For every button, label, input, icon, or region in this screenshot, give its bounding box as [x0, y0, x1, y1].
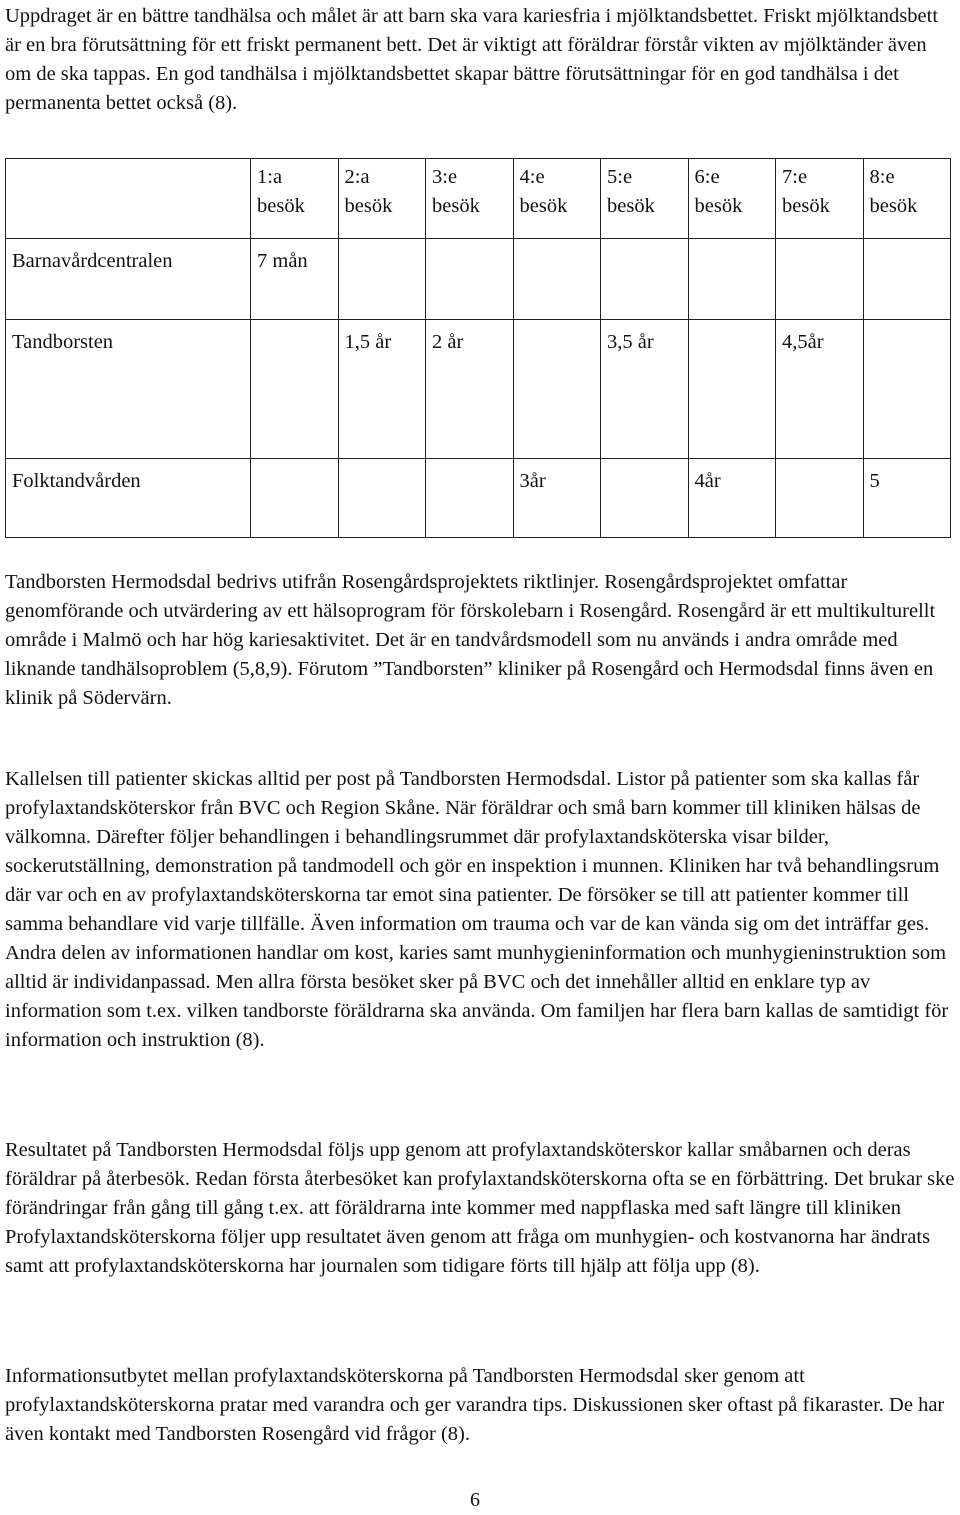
table-cell — [776, 239, 864, 320]
header-empty-cell — [6, 159, 251, 239]
table-cell — [863, 320, 951, 459]
table-cell — [251, 459, 339, 538]
table-row — [6, 239, 951, 320]
table-cell: 2 år — [426, 320, 514, 459]
header-visit-1: 1:a besök — [251, 159, 339, 239]
header-visit-8: 8:e besök — [863, 159, 951, 239]
table-cell — [426, 239, 514, 320]
table-cell — [513, 239, 601, 320]
table-cell: 5 — [863, 459, 951, 538]
row-label: Barnavårdcentralen — [6, 239, 251, 320]
table-cell — [338, 239, 426, 320]
table-cell — [426, 459, 514, 538]
table-cell — [601, 459, 689, 538]
header-visit-3: 3:e besök — [426, 159, 514, 239]
intro-paragraph: Uppdraget är en bättre tandhälsa och målet är att barn ska vara kariesfria i mjölktandsbettet. Friskt mjölktandsbett är en bra förutsättning för ett friskt permanent bett. Det är viktigt att föräldrar förstår vikten av mjölktänder även om de ska tappas. En god tandhälsa i mjölktandsbettet skapar bättre förutsättningar för en god tandhälsa i det permanenta bettet också (8). — [5, 5, 939, 114]
header-visit-2: 2:a besök — [338, 159, 426, 239]
table-cell — [863, 239, 951, 320]
body-paragraph: Informationsutbytet mellan profylaxtandsköterskorna på Tandborsten Hermodsdal sker genom att profylaxtandsköterskorna pratar med varandra och ger varandra tips. Diskussionen sker oftast på fikaraster. De har även kontakt med Tandborsten Rosengård vid frågor (8). — [5, 1365, 945, 1445]
row-label: Tandborsten — [6, 320, 251, 459]
table-header-row — [6, 159, 951, 239]
table-cell — [338, 459, 426, 538]
table-cell: 4år — [688, 459, 776, 538]
table-cell: 7 mån — [251, 239, 339, 320]
table-cell: 3,5 år — [601, 320, 689, 459]
header-visit-4: 4:e besök — [513, 159, 601, 239]
row-label: Folktandvården — [6, 459, 251, 538]
header-visit-5: 5:e besök — [601, 159, 689, 239]
table-row — [6, 320, 951, 459]
table-cell: 3år — [513, 459, 601, 538]
body-paragraph: Resultatet på Tandborsten Hermodsdal följs upp genom att profylaxtandsköterskor kallar småbarnen och deras föräldrar på återbesök. Redan första återbesöket kan profylaxtandsköterskorna ofta se en förbättring. Det brukar ske förändringar från gång till gång t.ex. att föräldrarna inte kommer med nappflaska med saft längre till kliniken Profylaxtandsköterskorna följer upp resultatet även genom att fråga om munhygien- och kostvanorna har ändrats samt att profylaxtandsköterskorna har journalen som tidigare förts till hjälp att följa upp (8). — [5, 1139, 955, 1277]
visit-schedule-table — [5, 158, 951, 538]
table-cell — [251, 320, 339, 459]
body-paragraph: Kallelsen till patienter skickas alltid per post på Tandborsten Hermodsdal. Listor på patienter som ska kallas får profylaxtandsköterskor från BVC och Region Skåne. När föräldrar och små barn kommer till kliniken hälsas de välkomna. Därefter följer behandlingen i behandlingsrummet där profylaxtandsköterska visar bilder, sockerutställning, demonstration på tandmodell och gör en inspektion i munnen. Kliniken har två behandlingsrum där var och en av profylaxtandsköterskorna tar emot sina patienter. De försöker se till att patienter kommer till samma behandlare vid varje tillfälle. Även information om trauma och var de kan vända sig om det inträffar ges. Andra delen av informationen handlar om kost, karies samt munhygieninformation och munhygieninstruktion som alltid är individanpassad. Men allra första besöket sker på BVC och det innehåller alltid en enklare typ av information som t.ex. vilken tandborste föräldrarna ska använda. Om familjen har flera barn kallas de samtidigt för information och instruktion (8). — [5, 768, 949, 1051]
table-cell — [513, 320, 601, 459]
table-row — [6, 459, 951, 538]
table-cell: 1,5 år — [338, 320, 426, 459]
table-cell — [601, 239, 689, 320]
table-cell — [776, 459, 864, 538]
table-cell — [688, 239, 776, 320]
page-number: 6 — [470, 1489, 480, 1511]
header-visit-6: 6:e besök — [688, 159, 776, 239]
table-cell: 4,5år — [776, 320, 864, 459]
header-visit-7: 7:e besök — [776, 159, 864, 239]
body-paragraph: Tandborsten Hermodsdal bedrivs utifrån Rosengårdsprojektets riktlinjer. Rosengårdsprojektet omfattar genomförande och utvärdering av ett hälsoprogram för förskolebarn i Rosengård. Rosengård är ett multikulturellt område i Malmö och har hög kariesaktivitet. Det är en tandvårdsmodell som nu används i andra område med liknande tandhälsoproblem (5,8,9). Förutom ”Tandborsten” kliniker på Rosengård och Hermodsdal finns även en klinik på Södervärn. — [5, 571, 936, 709]
table-cell — [688, 320, 776, 459]
